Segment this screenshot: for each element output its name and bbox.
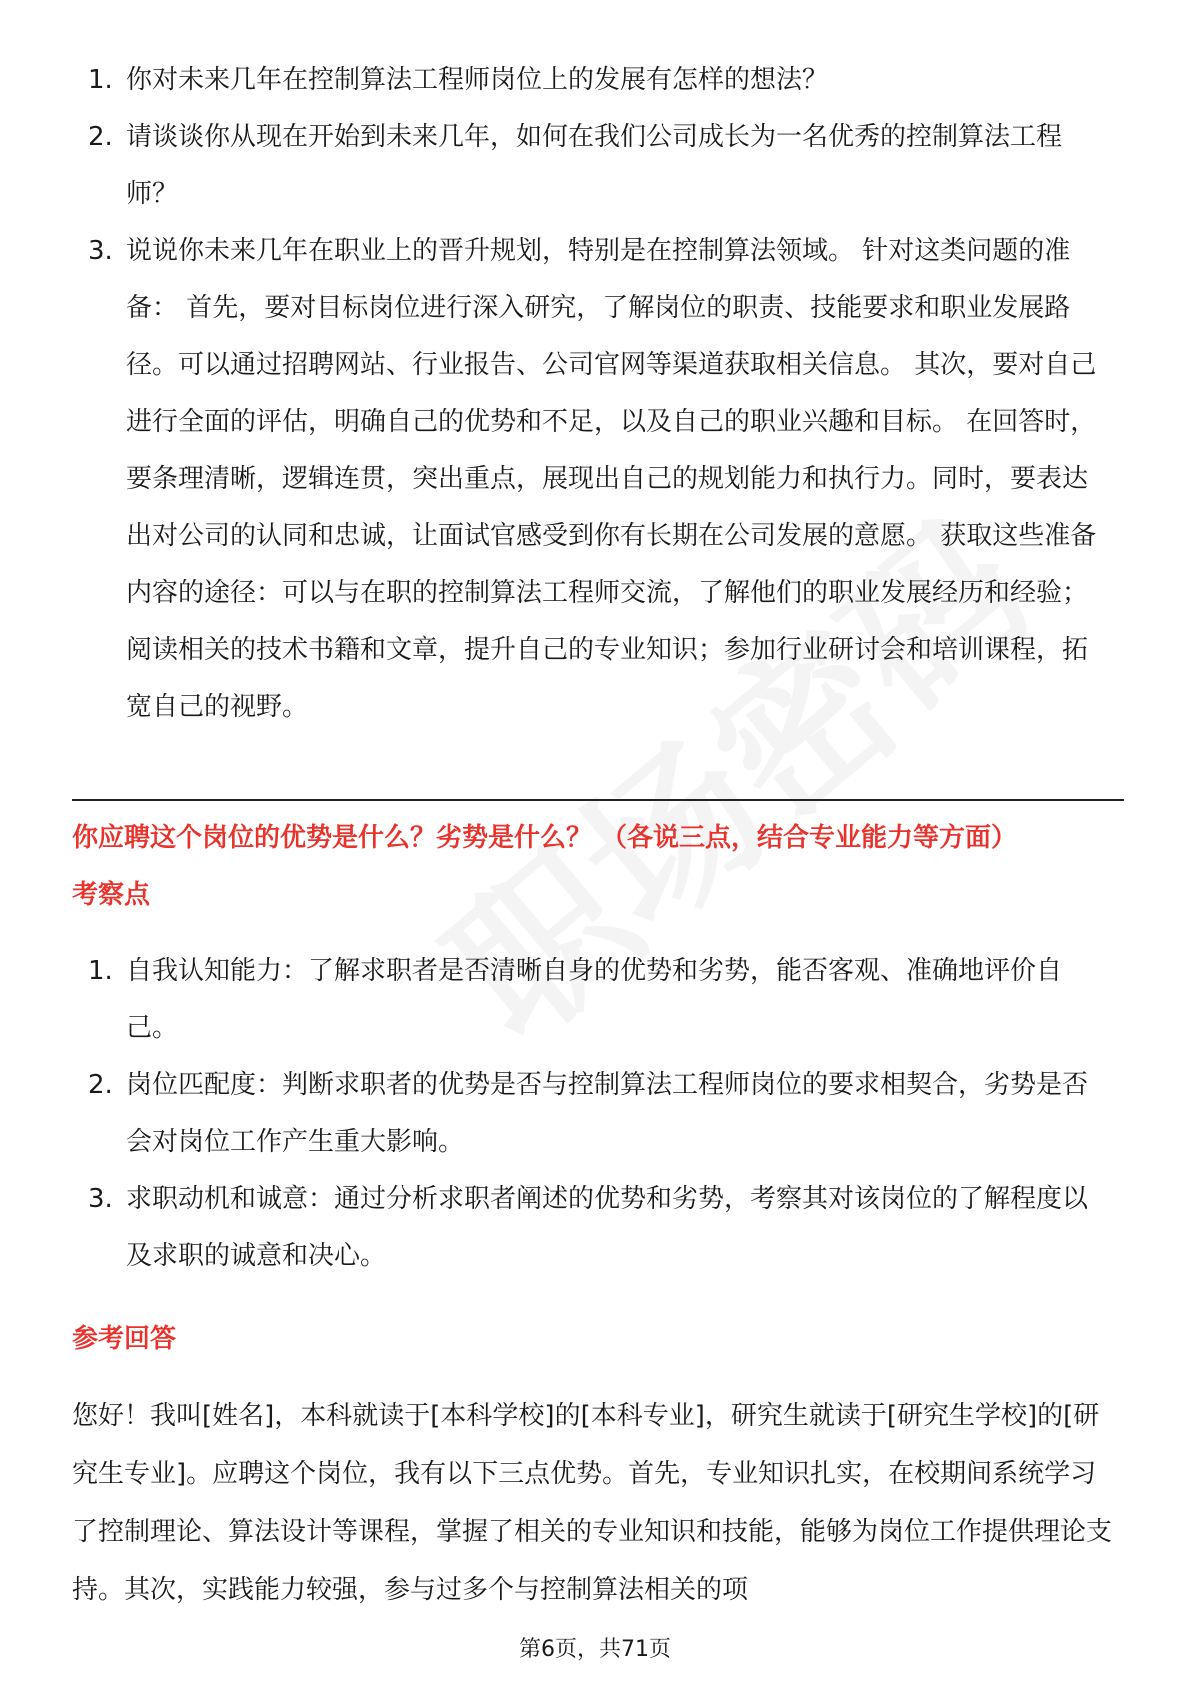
answer-label: 参考回答 <box>72 1324 177 1354</box>
list-number: 1. <box>88 65 113 95</box>
list-number: 3. <box>88 1184 113 1214</box>
list-number: 3. <box>88 236 113 266</box>
list-item <box>72 943 1112 1057</box>
list-number: 1. <box>88 956 113 986</box>
answer-text: 您好！我叫[姓名]，本科就读于[本科学校]的[本科专业]，研究生就读于[研究生学校]的[研究生专业]。应聘这个岗位，我有以下三点优势。首先，专业知识扎实，在校期间系统学习了控制理论、算法设计等课程，掌握了相关的专业知识和技能，能够为岗位工作提供理论支持。其次，实践能力较强，参与过多个与控制算法相关的项 <box>72 1401 1113 1605</box>
list-item <box>72 1171 1112 1285</box>
list-number: 2. <box>88 1070 113 1100</box>
list-item <box>72 109 1112 223</box>
question-heading: 你应聘这个岗位的优势是什么？劣势是什么？ （各说三点，结合专业能力等方面） <box>72 823 1018 853</box>
list-item <box>72 1057 1112 1171</box>
points-list <box>72 943 1112 1285</box>
list-text: 自我认知能力：了解求职者是否清晰自身的优势和劣势，能否客观、准确地评价自己。 <box>126 956 1063 1043</box>
list-text: 请谈谈你从现在开始到未来几年，如何在我们公司成长为一名优秀的控制算法工程师？ <box>126 122 1063 209</box>
list-number: 2. <box>88 122 113 152</box>
list-text: 你对未来几年在控制算法工程师岗位上的发展有怎样的想法？ <box>126 65 829 95</box>
page-footer: 第6页，共71页 <box>519 1637 671 1662</box>
list-text: 说说你未来几年在职业上的晋升规划，特别是在控制算法领域。 针对这类问题的准备： 首先，要对目标岗位进行深入研究，了解岗位的职责、技能要求和职业发展路径。可以通过招聘网站、行业报告、公司官网等渠道获取相关信息。 其次，要对自己进行全面的评估，明确自己的优势和不足，以及自己的职业兴趣和目标。 在回答时，要条理清晰，逻辑连贯，突出重点，展现出自己的规划能力和执行力。同时，要表达出对公司的认同和忠诚，让面试官感受到你有长期在公司发展的意愿。 获取这些准备内容的途径：可以与在职的控制算法工程师交流，了解他们的职业发展经历和经验；阅读相关的技术书籍和文章，提升自己的专业知识；参加行业研讨会和培训课程，拓宽自己的视野。 <box>126 236 1097 722</box>
list-item <box>72 223 1112 736</box>
list-text: 求职动机和诚意：通过分析求职者阐述的优势和劣势，考察其对该岗位的了解程度以及求职的诚意和决心。 <box>126 1184 1089 1271</box>
section-divider <box>72 799 1124 801</box>
list-text: 岗位匹配度：判断求职者的优势是否与控制算法工程师岗位的要求相契合，劣势是否会对岗位工作产生重大影响。 <box>126 1070 1089 1157</box>
list-item <box>72 52 1112 109</box>
question-list <box>72 52 1112 736</box>
points-label: 考察点 <box>72 880 151 910</box>
